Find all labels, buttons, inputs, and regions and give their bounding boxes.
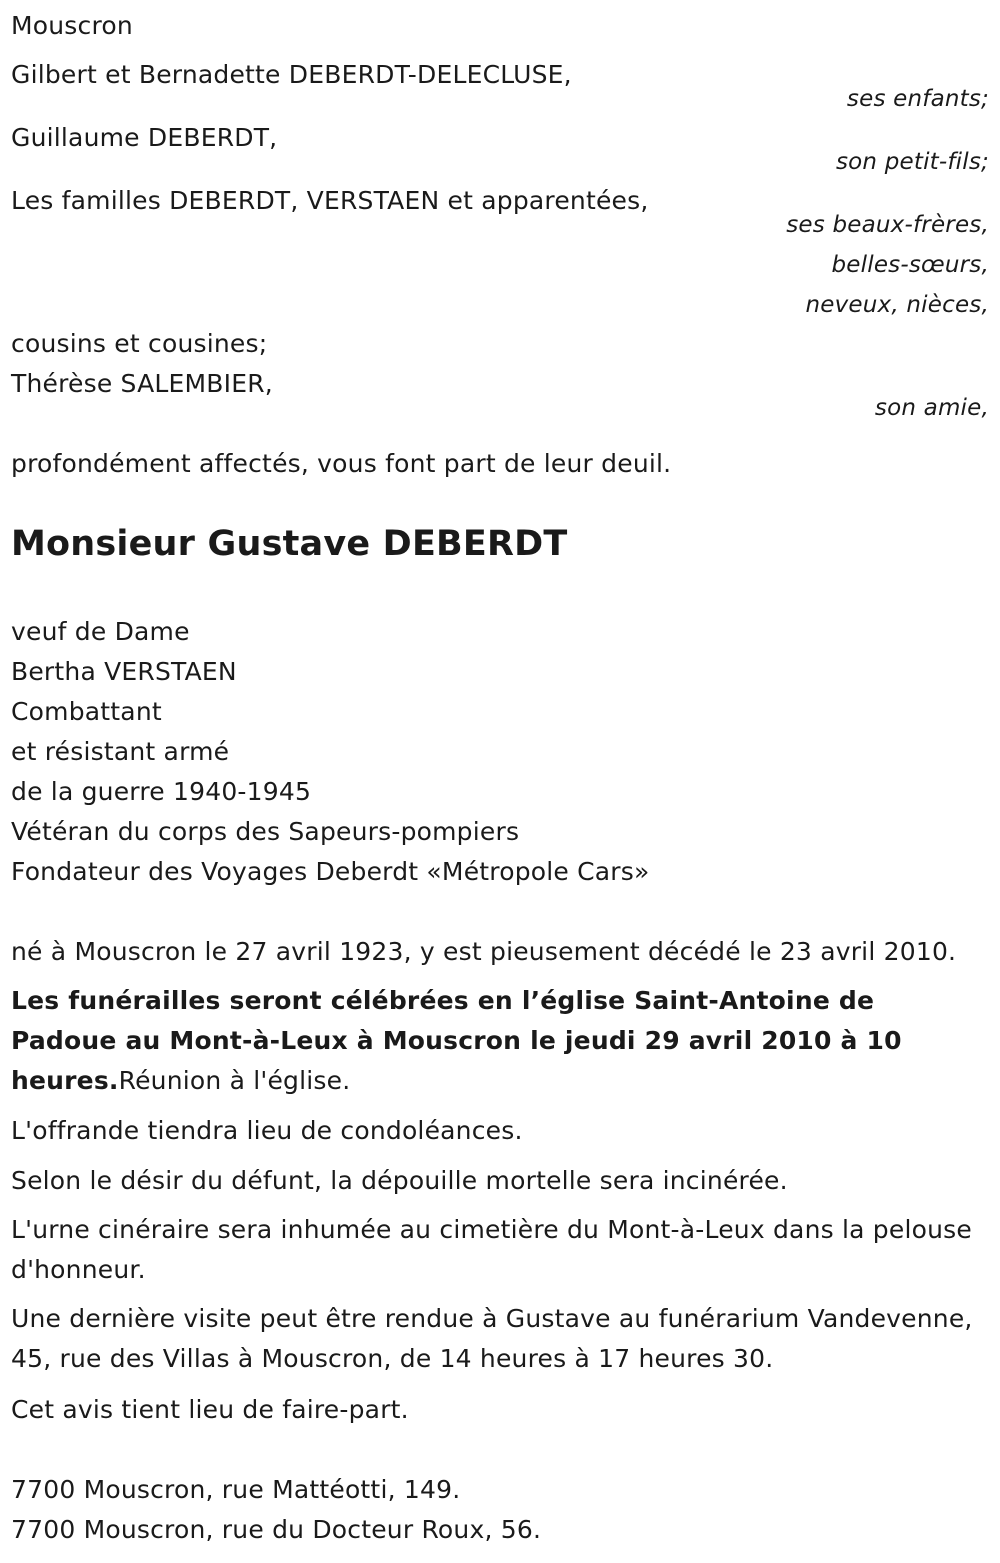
family-families-relation-1: ses beaux-frères, (786, 212, 989, 238)
family-families-name: Les familles DEBERDT, VERSTAEN et apparentées, (11, 186, 649, 215)
visit-text: Une dernière visite peut être rendue à Gustave au funérarium Vandevenne, 45, rue des Villas à Mouscron, de 14 heures à 17 heures 30. (11, 1304, 973, 1373)
family-families-relation-3: neveux, nièces, (805, 292, 989, 318)
family-grandson-relation: son petit-fils; (835, 149, 989, 175)
address-2: 7700 Mouscron, rue du Docteur Roux, 56. (11, 1515, 542, 1544)
title-line-2: Bertha VERSTAEN (11, 657, 237, 686)
notice-text: Cet avis tient lieu de faire-part. (11, 1395, 409, 1424)
family-cousins: cousins et cousines; (11, 329, 268, 358)
family-children-name: Gilbert et Bernadette DEBERDT-DELECLUSE, (11, 60, 572, 89)
funeral-paragraph (11, 981, 981, 1101)
title-line-4: et résistant armé (11, 737, 230, 766)
funeral-details: Les funérailles seront célébrées en l’église Saint-Antoine de Padoue au Mont-à-Leux à Mouscron le jeudi 29 avril 2010 à 10 heures. (11, 986, 902, 1095)
family-grandson-name: Guillaume DEBERDT, (11, 123, 278, 152)
family-families-relation-2: belles-sœurs, (831, 252, 989, 278)
urn-text: L'urne cinéraire sera inhumée au cimetière du Mont-à-Leux dans la pelouse d'honneur. (11, 1215, 972, 1284)
family-friend-relation: son amie, (874, 395, 989, 421)
family-children-relation: ses enfants; (846, 86, 989, 112)
address-1: 7700 Mouscron, rue Mattéotti, 149. (11, 1475, 461, 1504)
birth-death: né à Mouscron le 27 avril 1923, y est pieusement décédé le 23 avril 2010. (11, 937, 957, 966)
title-line-3: Combattant (11, 697, 162, 726)
city-header: Mouscron (11, 11, 133, 40)
title-line-6: Vétéran du corps des Sapeurs-pompiers (11, 817, 520, 846)
deceased-name: Monsieur Gustave DEBERDT (11, 524, 568, 564)
offering-text: L'offrande tiendra lieu de condoléances. (11, 1116, 523, 1145)
title-line-7: Fondateur des Voyages Deberdt «Métropole Cars» (11, 857, 650, 886)
title-line-5: de la guerre 1940-1945 (11, 777, 312, 806)
cremation-text: Selon le désir du défunt, la dépouille mortelle sera incinérée. (11, 1166, 788, 1195)
family-friend-name: Thérèse SALEMBIER, (11, 369, 273, 398)
title-line-1: veuf de Dame (11, 617, 190, 646)
intro-text: profondément affectés, vous font part de leur deuil. (11, 449, 672, 478)
funeral-meeting: Réunion à l'église. (118, 1066, 351, 1095)
